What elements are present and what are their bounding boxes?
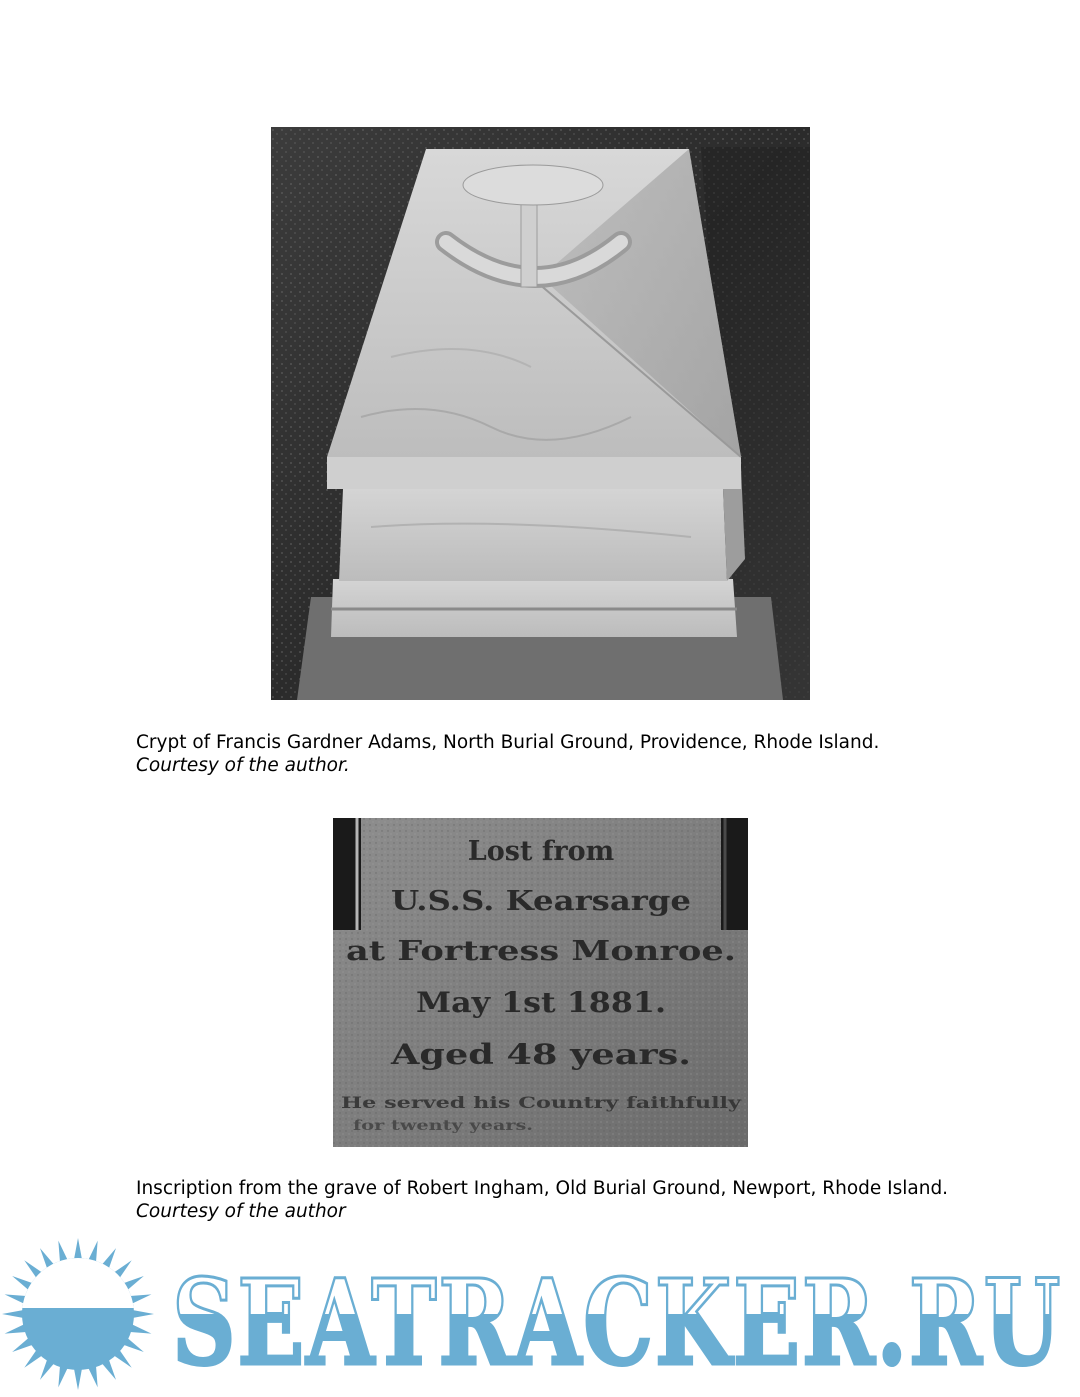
watermark-text: SEATRACKER.RU: [172, 1253, 1062, 1392]
inscription-line-7: for twenty years.: [353, 1118, 533, 1134]
inscription-caption-text: Inscription from the grave of Robert Ingham, Old Burial Ground, Newport, Rhode Island.: [136, 1178, 949, 1199]
crypt-caption-credit: Courtesy of the author.: [136, 755, 350, 776]
inscription-line-3: at Fortress Monroe.: [346, 936, 736, 967]
inscription-photo: [333, 818, 748, 1147]
inscription-photo-illustration: [333, 818, 748, 1147]
inscription-line-5: Aged 48 years.: [389, 1038, 691, 1071]
inscription-caption: [136, 1177, 956, 1223]
crypt-photo: [271, 127, 810, 700]
crypt-photo-illustration: [271, 127, 810, 700]
watermark-graphic: [0, 1236, 1080, 1397]
inscription-line-4: May 1st 1881.: [416, 986, 666, 1019]
seatracker-watermark: [0, 1236, 1080, 1397]
inscription-line-1: Lost from: [467, 836, 615, 867]
inscription-caption-credit: Courtesy of the author: [136, 1201, 346, 1222]
inscription-line-2: U.S.S. Kearsarge: [391, 886, 691, 917]
sun-icon: [2, 1238, 154, 1390]
inscription-line-6: He served his Country faithfully: [341, 1093, 742, 1112]
crypt-caption: [136, 731, 956, 777]
crypt-caption-text: Crypt of Francis Gardner Adams, North Burial Ground, Providence, Rhode Island.: [136, 732, 880, 753]
